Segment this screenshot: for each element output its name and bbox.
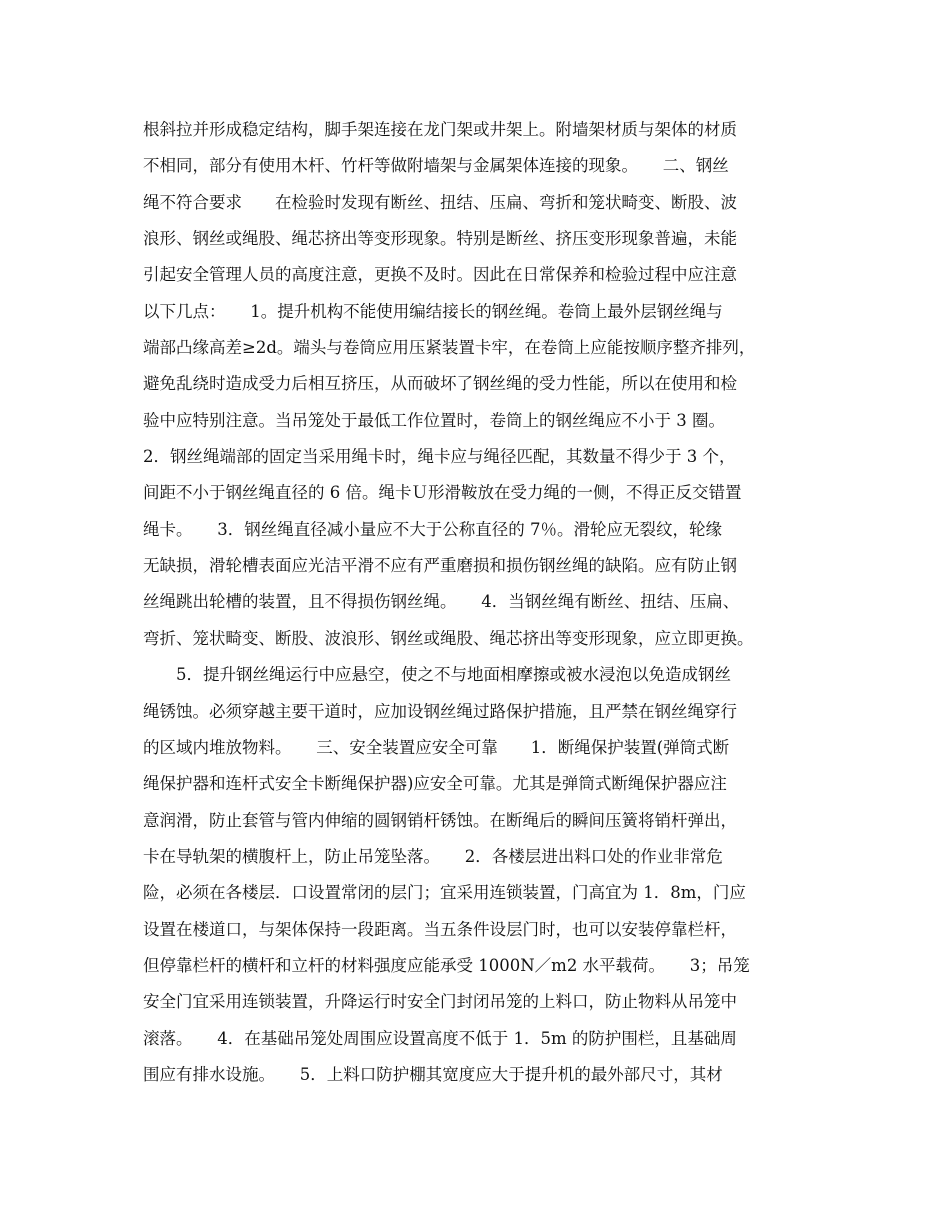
body-text (143, 112, 813, 1093)
text-line: 端部凸缘高差≥2d。端头与卷筒应用压紧装置卡牢，在卷筒上应能按顺序整齐排列， (143, 338, 756, 358)
text-line: 绳卡。 3．钢丝绳直径减小量应不大于公称直径的 7％。滑轮应无裂纹，轮缘 (143, 519, 722, 539)
text-line: 的区域内堆放物料。 三、安全装置应安全可靠 1．断绳保护装置(弹筒式断 (143, 737, 730, 757)
text-line: 根斜拉并形成稳定结构，脚手架连接在龙门架或井架上。附墙架材质与架体的材质 (143, 120, 737, 139)
text-line: 绳锈蚀。必须穿越主要干道时，应加设钢丝绳过路保护措施，且严禁在钢丝绳穿行 (143, 701, 737, 721)
text-line: 绳保护器和连杆式安全卡断绳保护器)应安全可靠。尤其是弹筒式断绳保护器应注 (143, 774, 727, 794)
text-line: 意润滑，防止套管与管内伸缩的圆钢销杆锈蚀。在断绳后的瞬间压簧将销杆弹出， (143, 810, 737, 830)
text-line: 险，必须在各楼层．口设置常闭的层门；宜采用连锁装置，门高宜为 1．8m，门应 (143, 883, 746, 903)
text-line: 间距不小于钢丝绳直径的 6 倍。绳卡Ｕ形滑鞍放在受力绳的一侧，不得正反交错置 (143, 483, 742, 503)
text-line: 设置在楼道口，与架体保持一段距离。当五条件设层门时，也可以安装停靠栏杆， (143, 919, 737, 939)
text-line: 避免乱绕时造成受力后相互挤压，从而破坏了钢丝绳的受力性能，所以在使用和检 (143, 374, 737, 394)
text-line: 卡在导轨架的横腹杆上，防止吊笼坠落。 2．各楼层进出料口处的作业非常危 (143, 846, 723, 866)
text-line: 引起安全管理人员的高度注意，更换不及时。因此在日常保养和检验过程中应注意 (143, 265, 737, 285)
text-line: 2．钢丝绳端部的固定当采用绳卡时，绳卡应与绳径匹配，其数量不得少于 3 个， (143, 447, 736, 467)
text-line: 但停靠栏杆的横杆和立杆的材料强度应能承受 1000N／m2 水平载荷。 3；吊笼 (143, 955, 750, 975)
text-line: 安全门宜采用连锁装置，升降运行时安全门封闭吊笼的上料口，防止物料从吊笼中 (143, 992, 737, 1012)
text-line: 丝绳跳出轮槽的装置，且不得损伤钢丝绳。 4．当钢丝绳有断丝、扭结、压扁、 (143, 592, 740, 612)
text-line: 弯折、笼状畸变、断股、波浪形、钢丝或绳股、绳芯挤出等变形现象，应立即更换。 (143, 628, 754, 648)
text-line: 5．提升钢丝绳运行中应悬空，使之不与地面相摩擦或被水浸泡以免造成钢丝 (143, 665, 731, 685)
text-line: 以下几点： 1。提升机构不能使用编结接长的钢丝绳。卷筒上最外层钢丝绳与 (143, 301, 723, 321)
text-line: 滚落。 4．在基础吊笼处周围应设置高度不低于 1．5m 的防护围栏，且基础周 (143, 1028, 737, 1048)
text-line: 绳不符合要求 在检验时发现有断丝、扭结、压扁、弯折和笼状畸变、断股、波 (143, 192, 737, 212)
text-line: 无缺损，滑轮槽表面应光洁平滑不应有严重磨损和损伤钢丝绳的缺陷。应有防止钢 (143, 556, 737, 576)
text-line: 验中应特别注意。当吊笼处于最低工作位置时，卷筒上的钢丝绳应不小于 3 圈。 (143, 410, 725, 430)
text-line: 围应有排水设施。 5．上料口防护棚其宽度应大于提升机的最外部尺寸，其材 (143, 1064, 723, 1084)
text-line: 不相同，部分有使用木杆、竹杆等做附墙架与金属架体连接的现象。 二、钢丝 (143, 156, 729, 176)
text-line: 浪形、钢丝或绳股、绳芯挤出等变形现象。特别是断丝、挤压变形现象普遍，未能 (143, 229, 737, 249)
